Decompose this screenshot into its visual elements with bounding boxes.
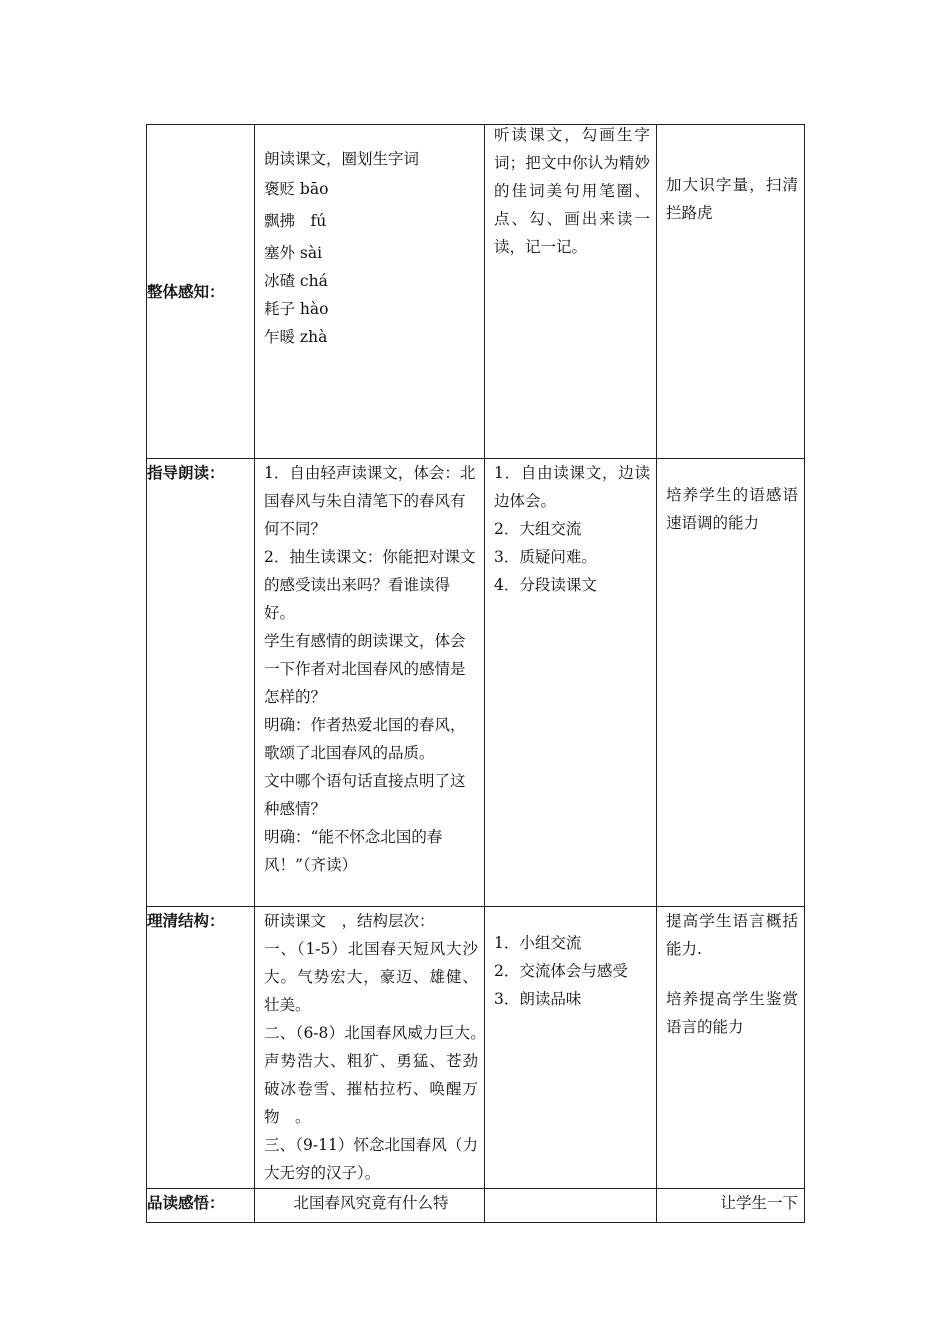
purpose-cell bbox=[657, 907, 805, 1189]
student-activity-cell bbox=[485, 125, 657, 459]
row-appreciation bbox=[147, 1189, 805, 1223]
student-line: 1．自由读课文，边读边体会。 bbox=[494, 464, 650, 510]
label-text: 理清结构： bbox=[147, 912, 225, 930]
label-text: 指导朗读： bbox=[147, 464, 225, 482]
teacher-activity-cell bbox=[255, 907, 494, 1189]
teacher-line: 2．抽生读课文：你能把对课文的感受读出来吗？看谁读得好。 bbox=[264, 548, 476, 622]
row-label bbox=[147, 125, 255, 459]
vocab-item: 耗子 hào bbox=[264, 300, 329, 318]
student-line: 4．分段读课文 bbox=[494, 576, 597, 594]
purpose-cell bbox=[657, 459, 805, 907]
teacher-line: 一、（1-5）北国春天短风大沙大。气势宏大，豪迈、雄健、壮美。 bbox=[264, 940, 478, 1014]
label-text: 整体感知： bbox=[147, 282, 225, 301]
row-label bbox=[147, 907, 255, 1189]
student-line: 2．交流体会与感受 bbox=[494, 962, 628, 980]
student-activity-cell bbox=[485, 459, 657, 907]
teacher-line: 二、（6-8）北国春风威力巨大。 声势浩大、粗犷、勇猛、苍劲 破冰卷雪、摧枯拉朽、唤醒万物 。 bbox=[264, 1024, 494, 1126]
vocab-item: 冰碴 chá bbox=[264, 272, 328, 290]
purpose-text: 培养学生的语感语速语调的能力 bbox=[666, 486, 798, 532]
teacher-line: 文中哪个语句话直接点明了这种感情？ bbox=[264, 772, 466, 818]
purpose-text: 提高学生语言概括能力. bbox=[666, 912, 798, 958]
row-structure bbox=[147, 907, 805, 1189]
teacher-line: 北国春风究竟有什么特 bbox=[293, 1194, 449, 1212]
row-label bbox=[147, 1189, 255, 1223]
vocab-item: 塞外 sài bbox=[264, 244, 323, 262]
purpose-cell bbox=[657, 1189, 805, 1223]
teacher-line: 1．自由轻声读课文，体会：北国春风与朱自清笔下的春风有何不同？ bbox=[264, 464, 476, 538]
student-activity-cell bbox=[485, 907, 657, 1189]
teacher-line: 明确：“能不怀念北国的春风！”（齐读） bbox=[264, 828, 443, 874]
row-guided-reading bbox=[147, 459, 805, 907]
purpose-text: 培养提高学生鉴赏语言的能力 bbox=[666, 990, 798, 1036]
purpose-text: 加大识字量，扫清拦路虎 bbox=[666, 176, 798, 222]
student-line: 1．小组交流 bbox=[494, 934, 582, 952]
teacher-line: 朗读课文，圈划生字词 bbox=[264, 150, 420, 168]
teacher-line: 明确：作者热爱北国的春风，歌颂了北国春风的品质。 bbox=[264, 716, 466, 762]
vocab-item: 褒贬 bāo bbox=[264, 180, 329, 198]
teacher-line: 三、（9-11）怀念北国春风（力大无穷的汉子）。 bbox=[264, 1136, 478, 1182]
teacher-activity-cell bbox=[255, 125, 485, 459]
label-text: 品读感悟： bbox=[147, 1194, 225, 1212]
teacher-activity-cell bbox=[255, 1189, 485, 1223]
vocab-item: 乍暖 zhà bbox=[264, 328, 328, 346]
vocab-item: 飘拂 fú bbox=[264, 212, 327, 230]
lesson-plan-table bbox=[146, 124, 805, 1223]
teacher-activity-cell bbox=[255, 459, 485, 907]
teacher-line: 学生有感情的朗读课文，体会一下作者对北国春风的感情是怎样的？ bbox=[264, 632, 466, 706]
student-activity-cell bbox=[485, 1189, 657, 1223]
teacher-line: 研读课文 ，结构层次： bbox=[264, 912, 435, 930]
purpose-text: 让学生一下 bbox=[720, 1194, 798, 1212]
row-overall-perception bbox=[147, 125, 805, 459]
row-label bbox=[147, 459, 255, 907]
student-line: 2．大组交流 bbox=[494, 520, 582, 538]
purpose-cell bbox=[657, 125, 805, 459]
student-text: 听读课文，勾画生字词；把文中你认为精妙的佳词美句用笔圈、点、勾、画出来读一读，记一记。 bbox=[494, 126, 650, 256]
student-line: 3．朗读品味 bbox=[494, 990, 582, 1008]
student-line: 3．质疑问难。 bbox=[494, 548, 597, 566]
